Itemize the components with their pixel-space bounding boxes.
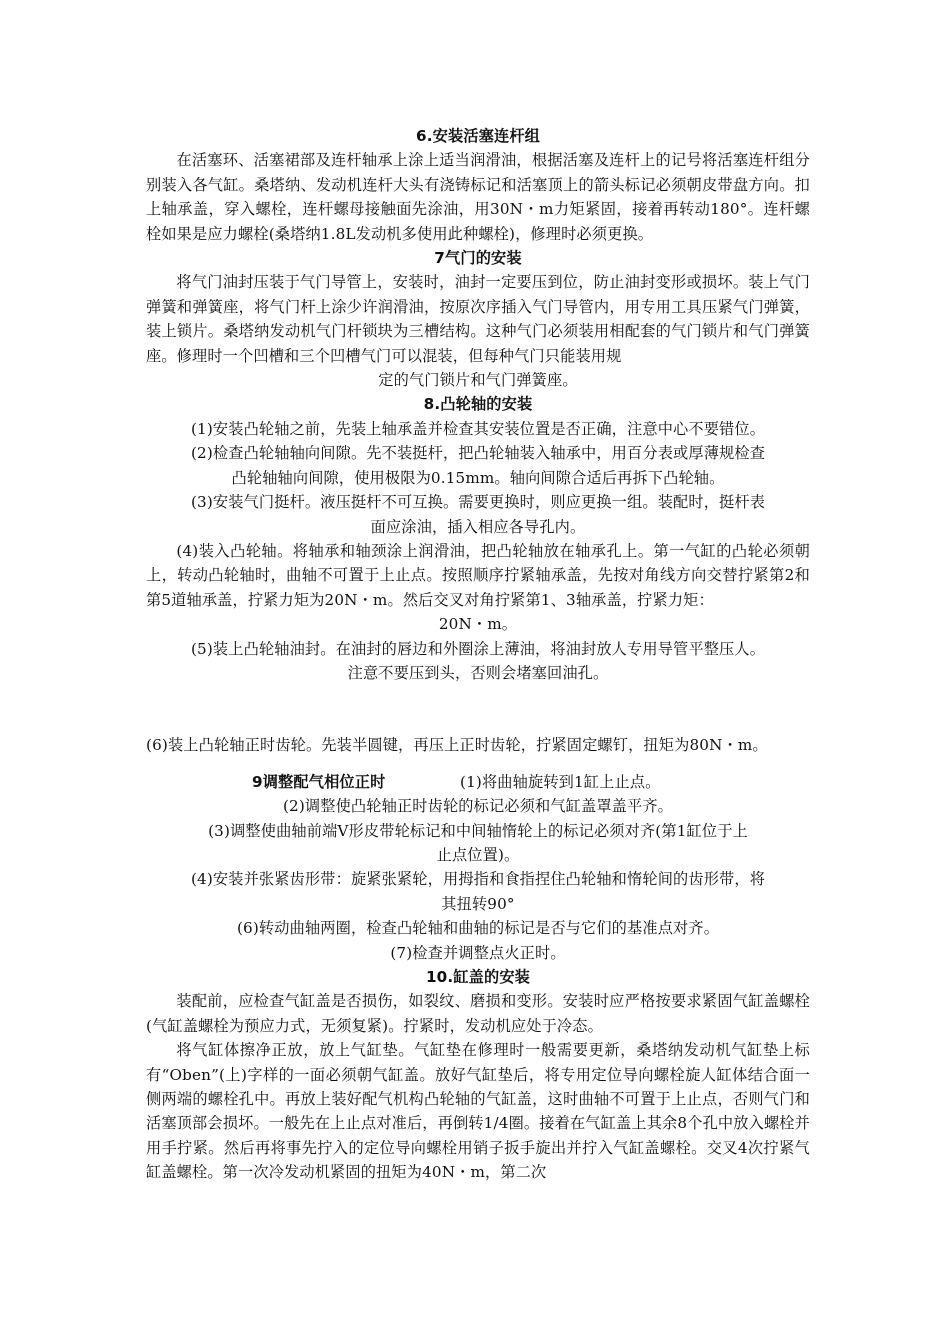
- section-9-title-row: [146, 770, 810, 794]
- section-7-paragraph-tail: 定的气门锁片和气门弹簧座。: [378, 371, 578, 390]
- section-8-item-3-line-2: 面应涂油，插入相应各导孔内。: [370, 517, 586, 536]
- section-9-item-5: (6)转动曲轴两圈，检查凸轮轴和曲轴的标记是否与它们的基准点对齐。: [236, 919, 720, 938]
- section-9-item-3-line-1: (3)调整使曲轴前端V形皮带轮标记和中间轴惰轮上的标记必须对齐(第1缸位于上: [208, 821, 748, 840]
- section-7-title: 7气门的安装: [434, 249, 522, 268]
- section-10-paragraph-2: 将气缸体擦净正放，放上气缸垫。气缸垫在修理时一般需要更新，桑塔纳发动机气缸垫上标有“Oben”(上)字样的一面必须朝气缸盖。放好气缸垫后，将专用定位导向螺栓旋人缸体结合面一侧两端的螺栓孔中。再放上装好配气机构凸轮轴的气缸盖，这时曲轴不可置于上止点，否则气门和活塞顶部会损坏。一般先在上止点对准后，再倒转1/4圈。接着在气缸盖上其余8个孔中放入螺栓并用手拧紧。然后再将事先拧入的定位导向螺栓用销子扳手旋出并拧入气缸盖螺栓。交叉4次拧紧气缸盖螺栓。第一次冷发动机紧固的扭矩为40N・m，第二次: [146, 1041, 810, 1182]
- blank-gap: [146, 685, 810, 733]
- section-10-paragraph-1: 装配前，应检查气缸盖是否损伤，如裂纹、磨损和变形。安装时应严格按要求紧固气缸盖螺栓(气缸盖螺栓为预应力式，无须复紧)。拧紧时，发动机应处于冷态。: [146, 992, 810, 1035]
- section-9-item-4-line-2: 其扭转90°: [441, 894, 515, 913]
- section-9-item-1: (1)将曲轴旋转到1缸上止点。: [460, 772, 661, 791]
- section-6-title: 6.安装活塞连杆组: [416, 127, 540, 145]
- section-9-item-3-line-2: 止点位置)。: [436, 845, 520, 864]
- section-8-item-2-line-1: (2)检查凸轮轴轴向间隙。先不装挺杆，把凸轮轴装入轴承中，用百分表或厚薄规检查: [190, 444, 766, 463]
- section-8-item-6: (6)装上凸轮轴正时齿轮。先装半圆键，再压上正时齿轮，拧紧固定螺钉，扭矩为80N・m。: [146, 736, 768, 755]
- section-8-item-5-line-2: 注意不要压到头，否则会堵塞回油孔。: [347, 663, 609, 682]
- section-6-paragraph: 在活塞环、活塞裙部及连杆轴承上涂上适当润滑油，根据活塞及连杆上的记号将活塞连杆组分别装入各气缸。桑塔纳、发动机连杆大头有浇铸标记和活塞顶上的箭头标记必须朝皮带盘方向。扣上轴承盖，穿入螺栓，连杆螺母接触面先涂油，用30N・m力矩紧固，接着再转动180°。连杆螺栓如果是应力螺栓(桑塔纳1.8L发动机多使用此种螺栓)，修理时必须更换。: [146, 151, 810, 243]
- section-9-title: 9调整配气相位正时: [252, 772, 386, 791]
- blank-gap-small: [146, 758, 810, 770]
- section-8-item-2-line-2: 凸轮轴轴向间隙，使用极限为0.15mm。轴向间隙合适后再拆下凸轮轴。: [231, 468, 725, 487]
- section-8-item-1: (1)安装凸轮轴之前，先装上轴承盖并检查其安装位置是否正确，注意中心不要错位。: [190, 419, 766, 438]
- section-9-item-4-line-1: (4)安装并张紧齿形带：旋紧张紧轮，用拇指和食指捏住凸轮轴和惰轮间的齿形带，将: [190, 870, 766, 889]
- section-7-paragraph: 将气门油封压装于气门导管上，安装时，油封一定要压到位，防止油封变形或损坏。装上气门弹簧和弹簧座，将气门杆上涂少许润滑油，按原次序插入气门导管内，用专用工具压紧气门弹簧，装上锁片。桑塔纳发动机气门杆锁块为三槽结构。这种气门必须装用相配套的气门锁片和气门弹簧座。修理时一个凹槽和三个凹槽气门可以混装，但每种气门只能装用规: [146, 273, 810, 365]
- section-10-title: 10.缸盖的安装: [425, 968, 531, 986]
- section-8-item-4: (4)装入凸轮轴。将轴承和轴颈涂上润滑油，把凸轮轴放在轴承孔上。第一气缸的凸轮必须朝上，转动凸轮轴时，曲轴不可置于上止点。按照顺序拧紧轴承盖，先按对角线方向交替拧紧第2和第5道轴承盖，拧紧力矩为20N・m。然后交叉对角拧紧第1、3轴承盖，拧紧力矩：: [146, 541, 810, 609]
- section-9-item-6: (7)检查并调整点火正时。: [390, 943, 566, 962]
- section-8-item-5-line-1: (5)装上凸轮轴油封。在油封的唇边和外圈涂上薄油，将油封放人专用导管平整压人。: [190, 639, 766, 658]
- section-8-title: 8.凸轮轴的安装: [423, 395, 533, 414]
- section-8-item-3-line-1: (3)安装气门挺杆。液压挺杆不可互换。需要更换时，则应更换一组。装配时，挺杆表: [190, 493, 766, 512]
- document-body: [146, 124, 810, 1185]
- section-8-item-4-tail: 20N・m。: [438, 615, 518, 634]
- section-9-item-2: (2)调整使凸轮轴正时齿轮的标记必须和气缸盖罩盖平齐。: [282, 797, 674, 816]
